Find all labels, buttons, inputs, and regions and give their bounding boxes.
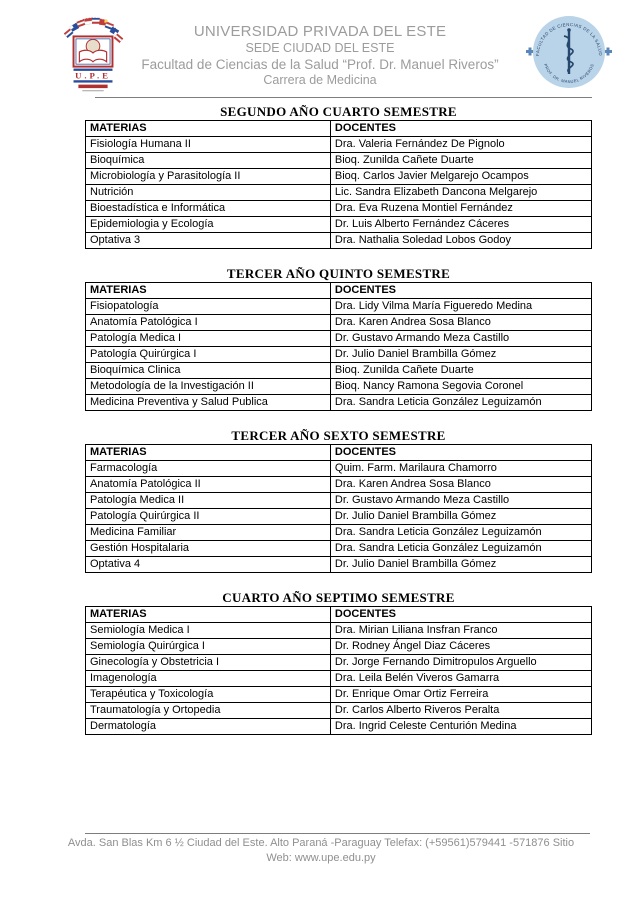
- docente-cell: Dra. Mirian Liliana Insfran Franco: [330, 623, 591, 639]
- seal-arc-bottom-text: PROF. DR. MANUEL RIVEROS: [543, 63, 595, 85]
- faculty-seal-logo: [525, 12, 613, 92]
- shield-icon: [74, 36, 113, 66]
- docente-cell: Dr. Julio Daniel Brambilla Gómez: [330, 557, 591, 573]
- docente-cell: Bioq. Zunilda Cañete Duarte: [330, 153, 591, 169]
- section-tercer-anio-sexto-semestre: [85, 428, 592, 573]
- docente-cell: Dra. Karen Andrea Sosa Blanco: [330, 477, 591, 493]
- materia-cell: Patología Medica II: [86, 493, 331, 509]
- table-row: [86, 395, 592, 411]
- materia-cell: Fisiología Humana II: [86, 137, 331, 153]
- materia-cell: Dermatología: [86, 719, 331, 735]
- table-row: [86, 217, 592, 233]
- section-title: TERCER AÑO QUINTO SEMESTRE: [226, 266, 451, 281]
- table-row: [86, 557, 592, 573]
- docente-cell: Bioq. Zunilda Cañete Duarte: [330, 363, 591, 379]
- faculty-name: Facultad de Ciencias de la Salud “Prof. Dr. Manuel Riveros”: [141, 57, 499, 72]
- section-segundo-anio-cuarto-semestre: [85, 104, 592, 249]
- courses-table: [85, 444, 592, 573]
- table-row: [86, 477, 592, 493]
- table-row: [86, 331, 592, 347]
- section-tercer-anio-quinto-semestre: [85, 266, 592, 411]
- table-row: [86, 137, 592, 153]
- column-header-materias: MATERIAS: [86, 607, 331, 623]
- table-row: [86, 703, 592, 719]
- column-header-materias: MATERIAS: [86, 445, 331, 461]
- table-row: [86, 363, 592, 379]
- table-row: [86, 185, 592, 201]
- docente-cell: Dr. Luis Alberto Fernández Cáceres: [330, 217, 591, 233]
- footer-divider: [85, 833, 590, 834]
- table-row: [86, 719, 592, 735]
- header-divider: [95, 97, 592, 98]
- document-header: [120, 23, 520, 88]
- docente-cell: Dra. Sandra Leticia González Leguizamón: [330, 525, 591, 541]
- materia-cell: Patología Quirúrgica I: [86, 347, 331, 363]
- materia-cell: Bioestadística e Informática: [86, 201, 331, 217]
- materia-cell: Terapéutica y Toxicología: [86, 687, 331, 703]
- courses-table: [85, 120, 592, 249]
- materia-cell: Fisiopatología: [86, 299, 331, 315]
- docente-cell: Dr. Carlos Alberto Riveros Peralta: [330, 703, 591, 719]
- materia-cell: Imagenología: [86, 671, 331, 687]
- column-header-docentes: DOCENTES: [330, 607, 591, 623]
- table-row: [86, 541, 592, 557]
- materia-cell: Nutrición: [86, 185, 331, 201]
- materia-cell: Medicina Familiar: [86, 525, 331, 541]
- materia-cell: Semiología Medica I: [86, 623, 331, 639]
- docente-cell: Dr. Enrique Omar Ortiz Ferreira: [330, 687, 591, 703]
- table-row: [86, 347, 592, 363]
- section-title: SEGUNDO AÑO CUARTO SEMESTRE: [220, 104, 457, 119]
- table-row: [86, 315, 592, 331]
- semester-tables: [85, 104, 592, 735]
- docente-cell: Dra. Nathalia Soledad Lobos Godoy: [330, 233, 591, 249]
- table-row: [86, 461, 592, 477]
- footer-address-line: Avda. San Blas Km 6 ½ Ciudad del Este. Alto Paraná -Paraguay Telefax: (+59561)579441 -571876 Sitio: [67, 837, 575, 849]
- document-footer: [40, 836, 602, 865]
- docente-cell: Dra. Sandra Leticia González Leguizamón: [330, 541, 591, 557]
- table-row: [86, 299, 592, 315]
- table-row: [86, 687, 592, 703]
- table-row: [86, 639, 592, 655]
- materia-cell: Patología Quirúrgica II: [86, 509, 331, 525]
- docente-cell: Dra. Lidy Vilma María Figueredo Medina: [330, 299, 591, 315]
- materia-cell: Epidemiologia y Ecología: [86, 217, 331, 233]
- university-name: UNIVERSIDAD PRIVADA DEL ESTE: [193, 23, 447, 40]
- courses-table: [85, 282, 592, 411]
- docente-cell: Dra. Karen Andrea Sosa Blanco: [330, 315, 591, 331]
- docente-cell: Dr. Gustavo Armando Meza Castillo: [330, 331, 591, 347]
- cross-left-icon: [526, 48, 534, 56]
- table-row: [86, 655, 592, 671]
- materia-cell: Metodología de la Investigación II: [86, 379, 331, 395]
- footer-web-line: Web: www.upe.edu.py: [266, 851, 376, 864]
- table-row: [86, 525, 592, 541]
- table-header-row: [86, 283, 592, 299]
- materia-cell: Anatomía Patológica I: [86, 315, 331, 331]
- upe-letters: U.P.E: [75, 70, 111, 81]
- table-header-row: [86, 445, 592, 461]
- docente-cell: Dra. Leila Belén Viveros Gamarra: [330, 671, 591, 687]
- docente-cell: Dra. Ingrid Celeste Centurión Medina: [330, 719, 591, 735]
- courses-table: [85, 606, 592, 735]
- docente-cell: Bioq. Nancy Ramona Segovia Coronel: [330, 379, 591, 395]
- materia-cell: Anatomía Patológica II: [86, 477, 331, 493]
- table-header-row: [86, 121, 592, 137]
- column-header-materias: MATERIAS: [86, 121, 331, 137]
- table-row: [86, 169, 592, 185]
- docente-cell: Dr. Rodney Ángel Diaz Cáceres: [330, 639, 591, 655]
- cross-right-icon: [604, 48, 612, 56]
- upe-banner: [74, 69, 113, 92]
- career-name: Carrera de Medicina: [263, 73, 377, 87]
- materia-cell: Semiología Quirúrgica I: [86, 639, 331, 655]
- materia-cell: Optativa 3: [86, 233, 331, 249]
- docente-cell: Dr. Julio Daniel Brambilla Gómez: [330, 347, 591, 363]
- column-header-docentes: DOCENTES: [330, 445, 591, 461]
- table-row: [86, 623, 592, 639]
- column-header-docentes: DOCENTES: [330, 121, 591, 137]
- sede-name: SEDE CIUDAD DEL ESTE: [245, 41, 395, 55]
- docente-cell: Dr. Julio Daniel Brambilla Gómez: [330, 509, 591, 525]
- table-row: [86, 201, 592, 217]
- docente-cell: Dra. Sandra Leticia González Leguizamón: [330, 395, 591, 411]
- table-header-row: [86, 607, 592, 623]
- table-row: [86, 493, 592, 509]
- table-row: [86, 233, 592, 249]
- materia-cell: Traumatología y Ortopedia: [86, 703, 331, 719]
- docente-cell: Dr. Jorge Fernando Dimitropulos Arguello: [330, 655, 591, 671]
- table-row: [86, 379, 592, 395]
- materia-cell: Gestión Hospitalaria: [86, 541, 331, 557]
- column-header-materias: MATERIAS: [86, 283, 331, 299]
- docente-cell: Dr. Gustavo Armando Meza Castillo: [330, 493, 591, 509]
- docente-cell: Bioq. Carlos Javier Melgarejo Ocampos: [330, 169, 591, 185]
- table-row: [86, 509, 592, 525]
- docente-cell: Quim. Farm. Marilaura Chamorro: [330, 461, 591, 477]
- materia-cell: Bioquímica Clinica: [86, 363, 331, 379]
- materia-cell: Ginecología y Obstetricia I: [86, 655, 331, 671]
- materia-cell: Medicina Preventiva y Salud Publica: [86, 395, 331, 411]
- table-row: [86, 153, 592, 169]
- section-cuarto-anio-septimo-semestre: [85, 590, 592, 735]
- docente-cell: Lic. Sandra Elizabeth Dancona Melgarejo: [330, 185, 591, 201]
- column-header-docentes: DOCENTES: [330, 283, 591, 299]
- table-row: [86, 671, 592, 687]
- section-title: TERCER AÑO SEXTO SEMESTRE: [231, 428, 446, 443]
- docente-cell: Dra. Valeria Fernández De Pignolo: [330, 137, 591, 153]
- materia-cell: Optativa 4: [86, 557, 331, 573]
- materia-cell: Farmacología: [86, 461, 331, 477]
- docente-cell: Dra. Eva Ruzena Montiel Fernández: [330, 201, 591, 217]
- materia-cell: Microbiología y Parasitología II: [86, 169, 331, 185]
- materia-cell: Bioquímica: [86, 153, 331, 169]
- seal-arc-top-text: FACULTAD DE CIENCIAS DE LA SALUD: [534, 21, 604, 57]
- section-title: CUARTO AÑO SEPTIMO SEMESTRE: [222, 590, 455, 605]
- upe-crest-logo: [56, 9, 130, 95]
- materia-cell: Patología Medica I: [86, 331, 331, 347]
